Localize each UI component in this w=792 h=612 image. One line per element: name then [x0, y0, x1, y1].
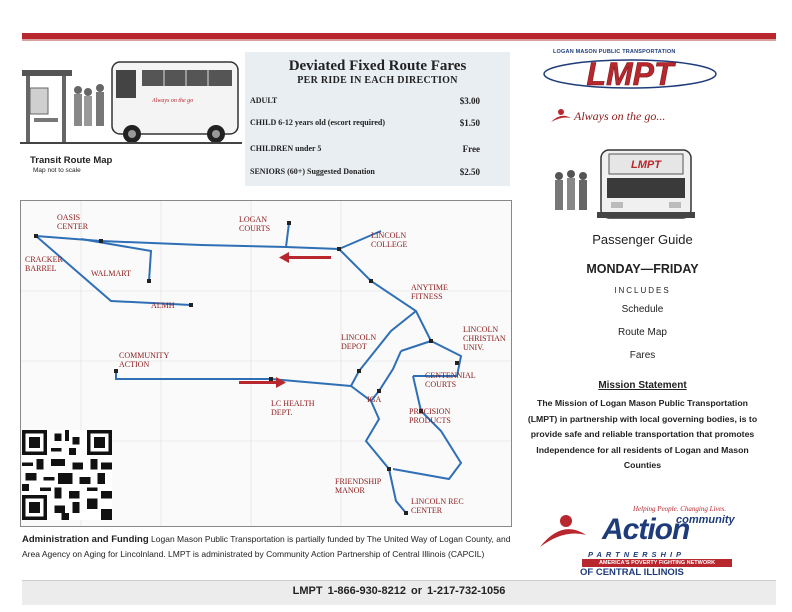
ca-word-action: Action — [602, 513, 690, 546]
map-label-precision-products: PRECISION PRODUCTS — [409, 407, 451, 425]
fares-title: Deviated Fixed Route Fares — [288, 58, 467, 74]
ca-word-community: community — [676, 514, 735, 526]
footer-phone[interactable]: LMPT 1-866-930-8212 or 1-217-732-1056 — [292, 585, 506, 597]
bus-side-slogan: Always on the go — [152, 98, 194, 104]
admin-funding — [22, 532, 512, 561]
admin-heading: Administration and Funding — [22, 534, 149, 545]
map-label-community-action: COMMUNITY ACTION — [119, 351, 170, 369]
guide-item-fares: Fares — [629, 350, 656, 361]
map-label-lincoln-depot: LINCOLN DEPOT — [341, 333, 377, 351]
guide-item-route-map: Route Map — [618, 327, 667, 338]
mission-text: The Mission of Logan Mason Public Transportation (LMPT) in partnership with local governing bodies, is to provide safe and reliable transportation that promotes Independence for all residents of Logan and Mason Counties — [527, 398, 758, 471]
guide-title: Passenger Guide — [592, 232, 693, 247]
person-swoosh-icon — [550, 108, 572, 124]
bus-shelter-illustration — [20, 58, 242, 150]
ca-word-partnership: PARTNERSHIP — [588, 550, 686, 559]
admin-text: Logan Mason Public Transportation is partially funded by The United Way of Logan County, and Area Agency on Aging for Lincolnland. LMPT is administrated by Community Action Partnership of Central Illinois (CAPCIL) — [22, 534, 511, 559]
fare-label: ADULT — [250, 96, 278, 105]
map-label-lc-health: LC HEALTH DEPT. — [271, 399, 315, 417]
bus-front-logo: LMPT — [631, 159, 661, 171]
community-action-swoosh-icon — [538, 513, 588, 553]
fare-row-children — [250, 144, 480, 153]
map-label-lincoln-college: LINCOLN COLLEGE — [371, 231, 408, 249]
guide-days: MONDAY—FRIDAY — [586, 262, 699, 276]
fares-table — [245, 52, 510, 186]
ca-region: OF CENTRAL ILLINOIS — [580, 567, 684, 578]
fare-price: Free — [462, 144, 480, 154]
lmpt-logo-text: LMPT — [586, 56, 674, 92]
fares-subtitle: PER RIDE IN EACH DIRECTION — [297, 75, 458, 86]
map-label-walmart: WALMART — [91, 269, 131, 278]
brand-tagline: Always on the go... — [574, 109, 666, 123]
fare-price: $1.50 — [459, 118, 480, 128]
map-label-iga: IGA — [367, 395, 382, 404]
fare-price: $2.50 — [459, 167, 480, 177]
map-label-logan-courts: LOGAN COURTS — [239, 215, 271, 233]
community-action-logo — [538, 505, 743, 577]
lmpt-logo — [540, 56, 720, 92]
map-label-oasis-center: OASIS CENTER — [57, 213, 89, 231]
top-red-bar-shadow — [22, 39, 776, 41]
brand-top-text: LOGAN MASON PUBLIC TRANSPORTATION — [553, 49, 676, 55]
map-label-lincoln-christian: LINCOLN CHRISTIAN UNIV. — [463, 325, 506, 352]
guide-item-schedule: Schedule — [621, 304, 664, 315]
map-label-cracker-barrel: CRACKER BARREL — [25, 255, 63, 273]
mission-heading: Mission Statement — [598, 380, 687, 391]
ca-slogan: Helping People. Changing Lives. — [633, 505, 727, 513]
fare-row-adult — [250, 96, 480, 105]
guide-includes: INCLUDES — [614, 286, 671, 295]
fare-label: SENIORS (60+) Suggested Donation — [250, 167, 375, 176]
fare-label: CHILDREN under 5 — [250, 144, 322, 153]
map-label-anytime-fitness: ANYTIME FITNESS — [411, 283, 448, 301]
fare-row-child — [250, 118, 480, 127]
map-label-lincoln-rec-center: LINCOLN REC CENTER — [411, 497, 464, 515]
fare-price: $3.00 — [459, 96, 480, 106]
fare-row-seniors — [250, 167, 480, 176]
qr-code[interactable] — [22, 430, 112, 520]
ca-network: AMERICA'S POVERTY FIGHTING NETWORK — [582, 559, 732, 567]
map-caption-note: Map not to scale — [33, 167, 81, 174]
bus-front-illustration — [553, 146, 703, 222]
map-label-friendship-manor: FRIENDSHIP MANOR — [335, 477, 382, 495]
map-label-almh: ALMH — [151, 301, 175, 310]
map-caption-title: Transit Route Map — [30, 155, 113, 166]
map-label-centennial-courts: CENTENNIAL COURTS — [425, 371, 476, 389]
fare-label: CHILD 6-12 years old (escort required) — [250, 118, 386, 127]
